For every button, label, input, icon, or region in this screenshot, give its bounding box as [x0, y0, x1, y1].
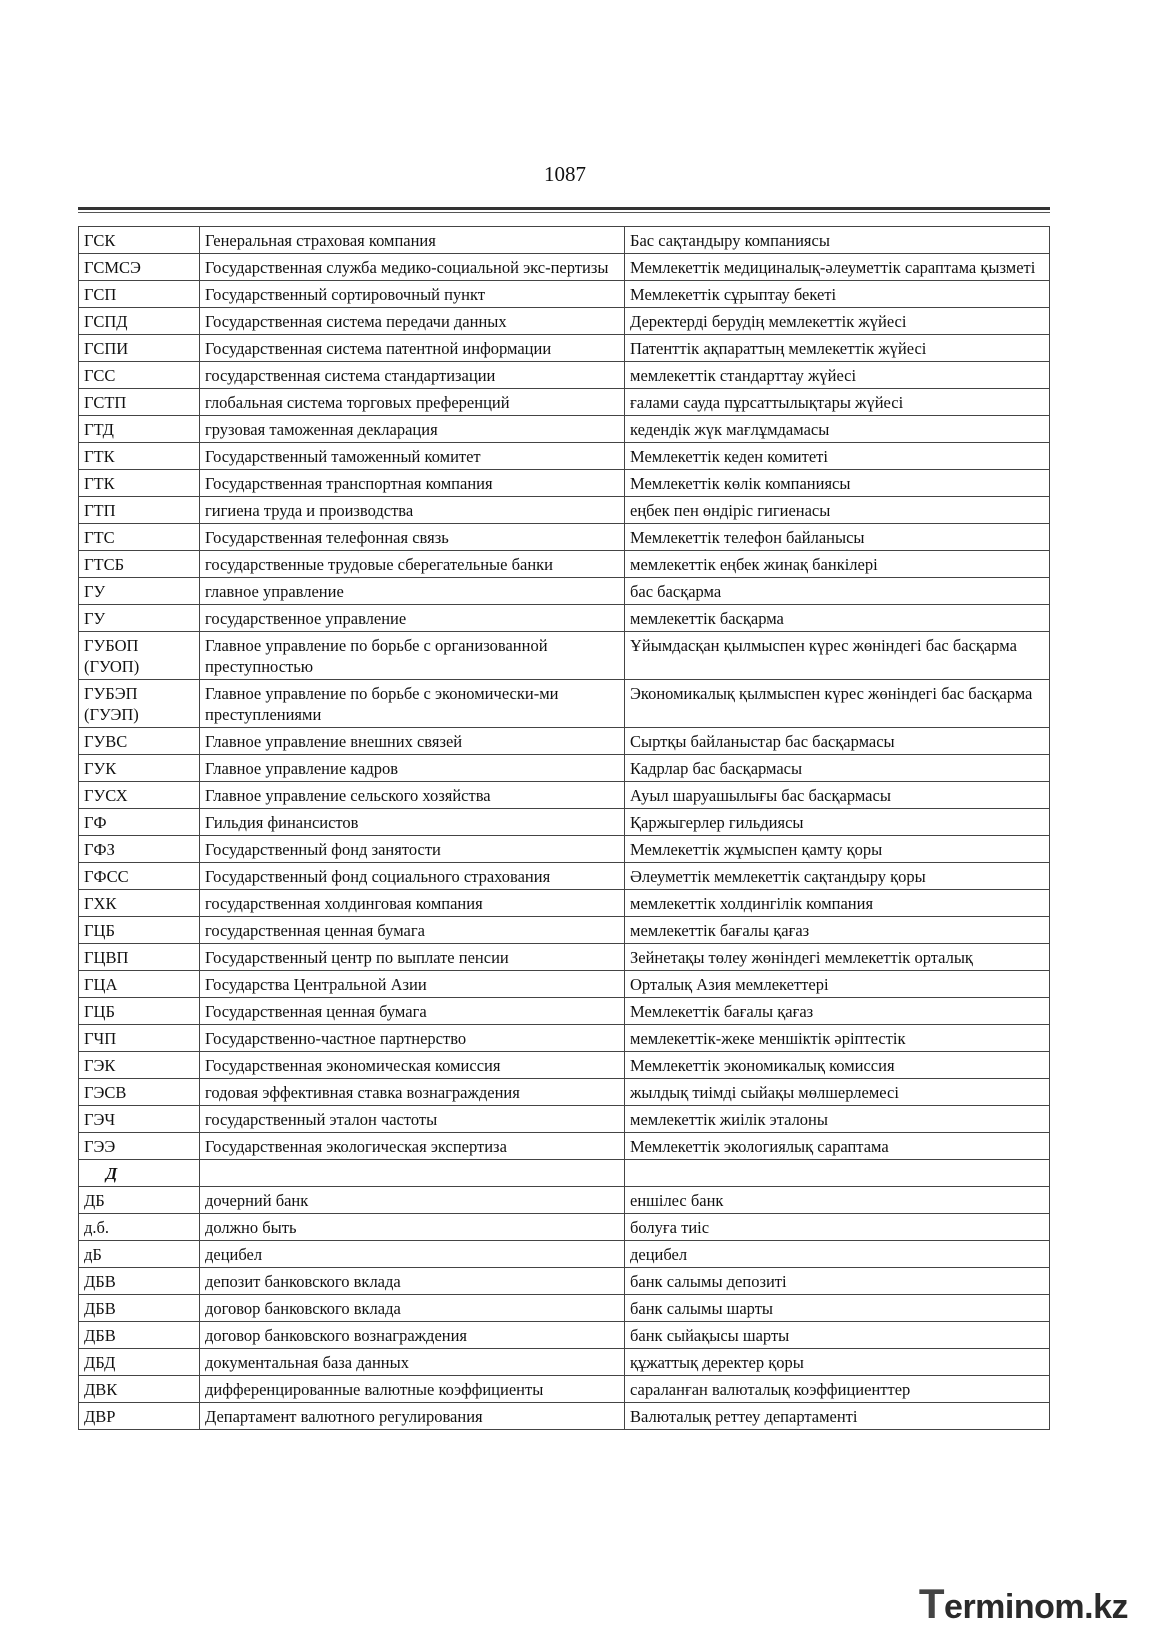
logo-initial: T: [918, 1580, 945, 1627]
kazakh-term-cell: Ауыл шаруашылығы бас басқармасы: [625, 782, 1050, 809]
abbreviation-cell: ГТП: [79, 497, 200, 524]
abbreviation-cell: ГТК: [79, 443, 200, 470]
table-row: [79, 362, 1050, 389]
russian-term-cell: Государственный фонд занятости: [200, 836, 625, 863]
table-row: [79, 782, 1050, 809]
abbreviation-cell: ГФЗ: [79, 836, 200, 863]
russian-term-cell: Государственная экономическая комиссия: [200, 1052, 625, 1079]
abbreviation-cell: ГСП: [79, 281, 200, 308]
abbreviation-cell: ГЭК: [79, 1052, 200, 1079]
kazakh-term-cell: банк салымы депозиті: [625, 1268, 1050, 1295]
kazakh-term-cell: Мемлекеттік экологиялық сараптама: [625, 1133, 1050, 1160]
russian-term-cell: дифференцированные валютные коэффициенты: [200, 1376, 625, 1403]
abbreviation-cell: ГЦБ: [79, 998, 200, 1025]
abbreviation-cell: ГУК: [79, 755, 200, 782]
table-row: [79, 443, 1050, 470]
table-row: [79, 551, 1050, 578]
russian-term-cell: договор банковского вознаграждения: [200, 1322, 625, 1349]
table-row: [79, 809, 1050, 836]
russian-term-cell: депозит банковского вклада: [200, 1268, 625, 1295]
abbreviation-cell: ГФ: [79, 809, 200, 836]
russian-term-cell: Главное управление кадров: [200, 755, 625, 782]
kazakh-term-cell: Мемлекеттік экономикалық комиссия: [625, 1052, 1050, 1079]
table-row: [79, 578, 1050, 605]
kazakh-term-cell: мемлекеттік стандарттау жүйесі: [625, 362, 1050, 389]
russian-term-cell: Гильдия финансистов: [200, 809, 625, 836]
russian-term-cell: Государственный сортировочный пункт: [200, 281, 625, 308]
kazakh-term-cell: бас басқарма: [625, 578, 1050, 605]
russian-term-cell: Главное управление по борьбе с экономически-ми преступлениями: [200, 680, 625, 728]
header-rule: [78, 207, 1050, 210]
kazakh-term-cell: Бас сақтандыру компаниясы: [625, 227, 1050, 254]
russian-term-cell: Государственно-частное партнерство: [200, 1025, 625, 1052]
header-rule-thin: [78, 212, 1050, 213]
kazakh-term-cell: Деректерді берудің мемлекеттік жүйесі: [625, 308, 1050, 335]
russian-term-cell: договор банковского вклада: [200, 1295, 625, 1322]
kazakh-term-cell: Орталық Азия мемлекеттері: [625, 971, 1050, 998]
table-row: [79, 1376, 1050, 1403]
abbreviation-cell: ГЦВП: [79, 944, 200, 971]
abbreviation-cell: ГТС: [79, 524, 200, 551]
table-row: [79, 1106, 1050, 1133]
table-row: [79, 1322, 1050, 1349]
abbreviation-cell: ГЭСВ: [79, 1079, 200, 1106]
kazakh-term-cell: сараланған валюталық коэффициенттер: [625, 1376, 1050, 1403]
table-row: [79, 1268, 1050, 1295]
abbreviation-cell: ДВК: [79, 1376, 200, 1403]
kazakh-term-cell: Мемлекеттік медициналық-әлеуметтік сараптама қызметі: [625, 254, 1050, 281]
table-row: [79, 917, 1050, 944]
abbreviation-cell: ГУ: [79, 578, 200, 605]
logo-text-1: ermin: [944, 1588, 1035, 1626]
kazakh-term-cell: децибел: [625, 1241, 1050, 1268]
logo-text-o: o: [1034, 1588, 1055, 1626]
russian-term-cell: Департамент валютного регулирования: [200, 1403, 625, 1430]
kazakh-term-cell: Әлеуметтік мемлекеттік сақтандыру қоры: [625, 863, 1050, 890]
russian-term-cell: государственные трудовые сберегательные банки: [200, 551, 625, 578]
russian-term-cell: Государственная служба медико-социальной экс-пертизы: [200, 254, 625, 281]
russian-term-cell: децибел: [200, 1241, 625, 1268]
abbreviation-table: [78, 226, 1050, 1430]
russian-term-cell: Главное управление сельского хозяйства: [200, 782, 625, 809]
russian-term-cell: Главное управление внешних связей: [200, 728, 625, 755]
abbreviation-cell: ГСПИ: [79, 335, 200, 362]
table-row: [79, 605, 1050, 632]
table-row: [79, 308, 1050, 335]
kazakh-term-cell: жылдық тиімді сыйақы мөлшерлемесі: [625, 1079, 1050, 1106]
kazakh-term-cell: Сыртқы байланыстар бас басқармасы: [625, 728, 1050, 755]
kazakh-term-cell: Мемлекеттік көлік компаниясы: [625, 470, 1050, 497]
abbreviation-cell: ДБВ: [79, 1268, 200, 1295]
table-row: [79, 470, 1050, 497]
page-number: 1087: [544, 162, 586, 186]
kazakh-term-cell: Мемлекеттік сұрыптау бекеті: [625, 281, 1050, 308]
table-row: [79, 497, 1050, 524]
russian-term-cell: Государственная экологическая экспертиза: [200, 1133, 625, 1160]
abbreviation-cell: дБ: [79, 1241, 200, 1268]
table-row: [79, 1349, 1050, 1376]
table-row: [79, 335, 1050, 362]
table-row: [79, 1052, 1050, 1079]
table-row: [79, 998, 1050, 1025]
kazakh-term-cell: ғалами сауда пұрсаттылықтары жүйесі: [625, 389, 1050, 416]
kazakh-term-cell: мемлекеттік бағалы қағаз: [625, 917, 1050, 944]
table-row: [79, 971, 1050, 998]
table-row: [79, 1079, 1050, 1106]
abbreviation-cell: д.б.: [79, 1214, 200, 1241]
kazakh-term-cell: еншілес банк: [625, 1187, 1050, 1214]
table-row: [79, 1133, 1050, 1160]
russian-term-cell: Государственный центр по выплате пенсии: [200, 944, 625, 971]
kazakh-term-cell: банк сыйақысы шарты: [625, 1322, 1050, 1349]
abbreviation-cell: ГУБЭП (ГУЭП): [79, 680, 200, 728]
abbreviation-cell: ГУВС: [79, 728, 200, 755]
table-row: [79, 890, 1050, 917]
russian-term-cell: Государственная транспортная компания: [200, 470, 625, 497]
russian-term-cell: главное управление: [200, 578, 625, 605]
kazakh-term-cell: Мемлекеттік бағалы қағаз: [625, 998, 1050, 1025]
russian-term-cell: Государственная система патентной информации: [200, 335, 625, 362]
kazakh-term-cell: құжаттық деректер қоры: [625, 1349, 1050, 1376]
kazakh-term-cell: Қаржыгерлер гильдиясы: [625, 809, 1050, 836]
table-row: [79, 755, 1050, 782]
kazakh-term-cell: Ұйымдасқан қылмыспен күрес жөніндегі бас басқарма: [625, 632, 1050, 680]
section-row: [79, 1160, 1050, 1187]
section-letter: Д: [79, 1160, 200, 1187]
abbreviation-cell: ДБ: [79, 1187, 200, 1214]
kazakh-term-cell: мемлекеттік жиілік эталоны: [625, 1106, 1050, 1133]
table-row: [79, 728, 1050, 755]
abbreviation-cell: ГСК: [79, 227, 200, 254]
russian-term-cell: должно быть: [200, 1214, 625, 1241]
russian-term-cell: Государственная система передачи данных: [200, 308, 625, 335]
table-row: [79, 863, 1050, 890]
table-body: [79, 227, 1050, 1430]
abbreviation-cell: ГТК: [79, 470, 200, 497]
kazakh-term-cell: кедендік жүк мағлұмдамасы: [625, 416, 1050, 443]
kazakh-term-cell: Мемлекеттік жұмыспен қамту қоры: [625, 836, 1050, 863]
kazakh-term-cell: Экономикалық қылмыспен күрес жөніндегі бас басқарма: [625, 680, 1050, 728]
table-row: [79, 389, 1050, 416]
table-row: [79, 227, 1050, 254]
kazakh-term-cell: Зейнетақы төлеу жөніндегі мемлекеттік орталық: [625, 944, 1050, 971]
abbreviation-cell: ДВР: [79, 1403, 200, 1430]
kazakh-term-cell: Мемлекеттік телефон байланысы: [625, 524, 1050, 551]
empty-cell: [200, 1160, 625, 1187]
termincom-logo: [919, 1580, 1128, 1628]
kazakh-term-cell: банк салымы шарты: [625, 1295, 1050, 1322]
empty-cell: [625, 1160, 1050, 1187]
russian-term-cell: Государственная ценная бумага: [200, 998, 625, 1025]
russian-term-cell: глобальная система торговых преференций: [200, 389, 625, 416]
abbreviation-cell: ГСС: [79, 362, 200, 389]
russian-term-cell: государственная ценная бумага: [200, 917, 625, 944]
russian-term-cell: государственная холдинговая компания: [200, 890, 625, 917]
table-row: [79, 1214, 1050, 1241]
kazakh-term-cell: Мемлекеттік кеден комитеті: [625, 443, 1050, 470]
abbreviation-cell: ДБВ: [79, 1295, 200, 1322]
kazakh-term-cell: Кадрлар бас басқармасы: [625, 755, 1050, 782]
table-row: [79, 836, 1050, 863]
kazakh-term-cell: мемлекеттік еңбек жинақ банкілері: [625, 551, 1050, 578]
table-row: [79, 254, 1050, 281]
table-row: [79, 1295, 1050, 1322]
russian-term-cell: Государственный таможенный комитет: [200, 443, 625, 470]
kazakh-term-cell: мемлекеттік холдингілік компания: [625, 890, 1050, 917]
table-row: [79, 1025, 1050, 1052]
abbreviation-cell: ГФСС: [79, 863, 200, 890]
abbreviation-cell: ГТД: [79, 416, 200, 443]
table-row: [79, 1241, 1050, 1268]
abbreviation-cell: ГУБОП (ГУОП): [79, 632, 200, 680]
kazakh-term-cell: еңбек пен өндіріс гигиенасы: [625, 497, 1050, 524]
table-row: [79, 416, 1050, 443]
russian-term-cell: грузовая таможенная декларация: [200, 416, 625, 443]
abbreviation-cell: ДБВ: [79, 1322, 200, 1349]
abbreviation-cell: ГЦА: [79, 971, 200, 998]
abbreviation-cell: ГЭЧ: [79, 1106, 200, 1133]
kazakh-term-cell: мемлекеттік-жеке меншіктік әріптестік: [625, 1025, 1050, 1052]
table-row: [79, 632, 1050, 680]
russian-term-cell: Генеральная страховая компания: [200, 227, 625, 254]
russian-term-cell: годовая эффективная ставка вознаграждения: [200, 1079, 625, 1106]
abbreviation-cell: ГСМСЭ: [79, 254, 200, 281]
table-row: [79, 281, 1050, 308]
russian-term-cell: документальная база данных: [200, 1349, 625, 1376]
russian-term-cell: Государства Центральной Азии: [200, 971, 625, 998]
abbreviation-cell: ГТСБ: [79, 551, 200, 578]
abbreviation-cell: ГСПД: [79, 308, 200, 335]
kazakh-term-cell: болуға тиіс: [625, 1214, 1050, 1241]
table-row: [79, 944, 1050, 971]
logo-text-2: m.kz: [1054, 1588, 1128, 1626]
table-row: [79, 1187, 1050, 1214]
table-row: [79, 1403, 1050, 1430]
table-row: [79, 524, 1050, 551]
russian-term-cell: государственная система стандартизации: [200, 362, 625, 389]
table-row: [79, 680, 1050, 728]
kazakh-term-cell: Патенттік ақпараттың мемлекеттік жүйесі: [625, 335, 1050, 362]
abbreviation-cell: ГХК: [79, 890, 200, 917]
russian-term-cell: государственное управление: [200, 605, 625, 632]
abbreviation-cell: ГЧП: [79, 1025, 200, 1052]
abbreviation-cell: ГУ: [79, 605, 200, 632]
kazakh-term-cell: Валюталық реттеу департаменті: [625, 1403, 1050, 1430]
russian-term-cell: Главное управление по борьбе с организованной преступностью: [200, 632, 625, 680]
abbreviation-cell: ДБД: [79, 1349, 200, 1376]
russian-term-cell: Государственная телефонная связь: [200, 524, 625, 551]
abbreviation-cell: ГСТП: [79, 389, 200, 416]
russian-term-cell: государственный эталон частоты: [200, 1106, 625, 1133]
russian-term-cell: дочерний банк: [200, 1187, 625, 1214]
abbreviation-cell: ГЦБ: [79, 917, 200, 944]
abbreviation-cell: ГУСХ: [79, 782, 200, 809]
kazakh-term-cell: мемлекеттік басқарма: [625, 605, 1050, 632]
russian-term-cell: Государственный фонд социального страхования: [200, 863, 625, 890]
abbreviation-cell: ГЭЭ: [79, 1133, 200, 1160]
russian-term-cell: гигиена труда и производства: [200, 497, 625, 524]
